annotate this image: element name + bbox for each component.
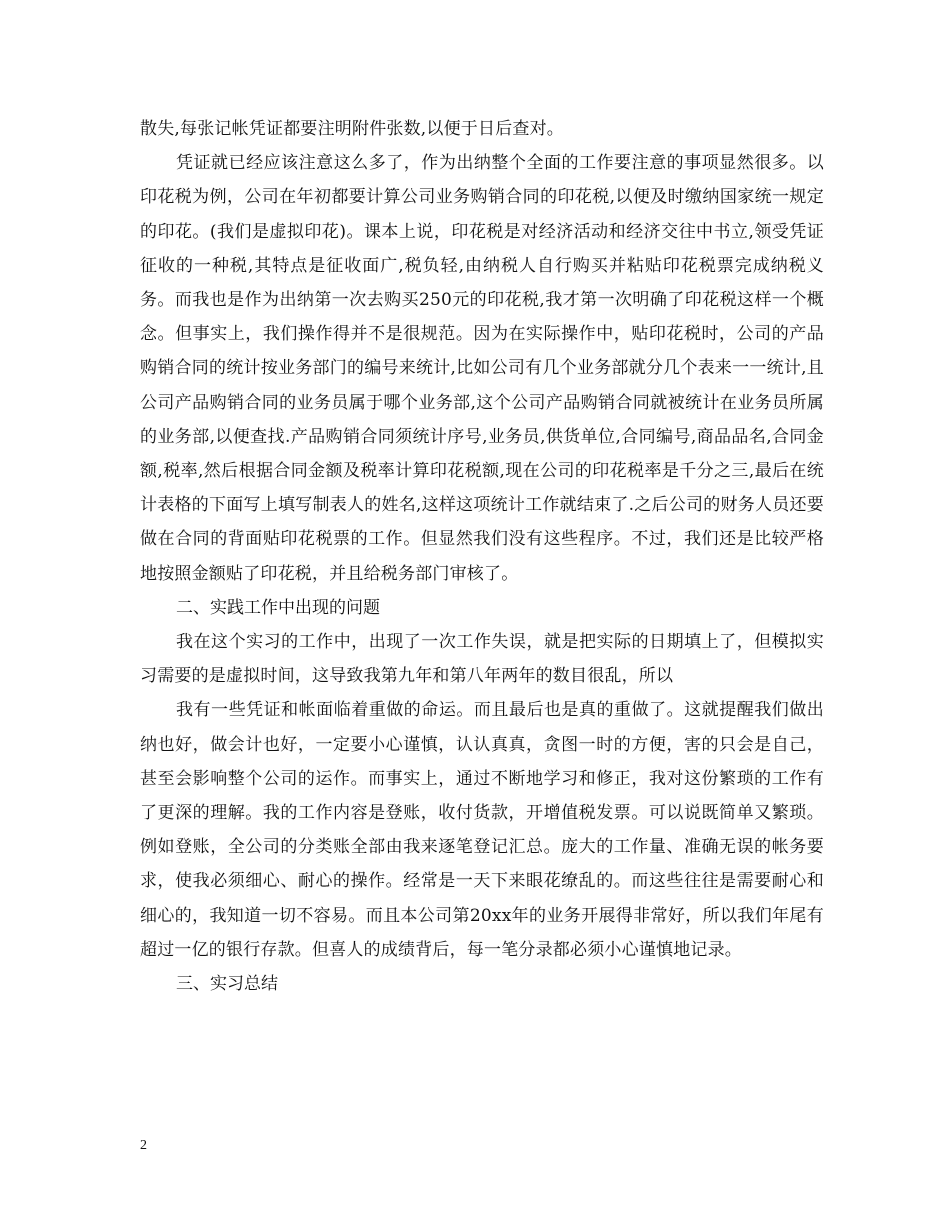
page-number: 2 [140,1138,147,1153]
paragraph-3: 我在这个实习的工作中，出现了一次工作失误，就是把实际的日期填上了，但模拟实习需要的是虚拟时间，这导致我第九年和第八年两年的数目很乱，所以 [140,632,824,687]
paragraph-1: 散失,每张记帐凭证都要注明附件张数,以便于日后查对。 [140,119,565,139]
paragraph-4: 我有一些凭证和帐面临着重做的命运。而且最后也是真的重做了。这就提醒我们做出纳也好，做会计也好，一定要小心谨慎，认认真真，贪图一时的方便，害的只会是自己，甚至会影响整个公司的运作。而事实上，通过不断地学习和修正，我对这份繁琐的工作有了更深的理解。我的工作内容是登账，收付货款，开增值税发票。可以说既简单又繁琐。例如登账，全公司的分类账全部由我来逐笔登记汇总。庞大的工作量、准确无误的帐务要求，使我必须细心、耐心的操作。经常是一天下来眼花缭乱的。而这些往往是需要耐心和细心的，我知道一切不容易。而且本公司第20xx年的业务开展得非常好，所以我们年尾有超过一亿的银行存款。但喜人的成绩背后，每一笔分录都必须小心谨慎地记录。 [140,700,824,960]
paragraph-2: 凭证就已经应该注意这么多了，作为出纳整个全面的工作要注意的事项显然很多。以印花税为例，公司在年初都要计算公司业务购销合同的印花税,以便及时缴纳国家统一规定的印花。(我们是虚拟印花)。课本上说，印花税是对经济活动和经济交往中书立,领受凭证征收的一种税,其特点是征收面广,税负轻,由纳税人自行购买并粘贴印花税票完成纳税义务。而我也是作为出纳第一次去购买250元的印花税,我才第一次明确了印花税这样一个概念。但事实上，我们操作得并不是很规范。因为在实际操作中，贴印花税时，公司的产品购销合同的统计按业务部门的编号来统计,比如公司有几个业务部就分几个表来一一统计,且公司产品购销合同的业务员属于哪个业务部,这个公司产品购销合同就被统计在业务员所属的业务部,以便查找.产品购销合同须统计序号,业务员,供货单位,合同编号,商品品名,合同金额,税率,然后根据合同金额及税率计算印花税额,现在公司的印花税率是千分之三,最后在统计表格的下面写上填写制表人的姓名,这样这项统计工作就结束了.之后公司的财务人员还要做在合同的背面贴印花税票的工作。但显然我们没有这些程序。不过，我们还是比较严格地按照金额贴了印花税，并且给税务部门审核了。 [140,153,824,584]
document-body [140,112,824,1001]
section-heading-3: 三、实习总结 [176,974,278,995]
section-heading-2: 二、实践工作中出现的问题 [176,597,380,618]
